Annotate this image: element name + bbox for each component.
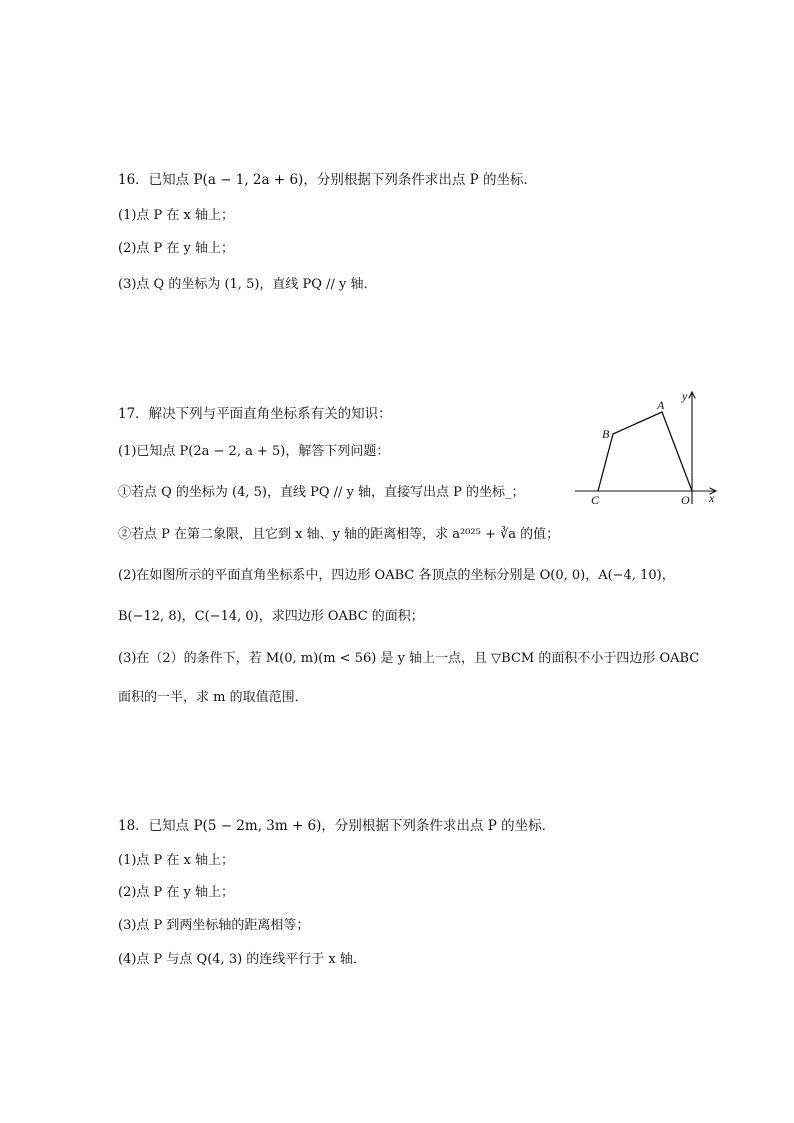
q17-part1: (1)已知点 P(2a − 2, a + 5)，解答下列问题： (118, 444, 390, 459)
q16-title: 16．已知点 P(a − 1, 2a + 6)，分别根据下列条件求出点 P 的坐标． (118, 172, 537, 188)
q17-part3-line1: (3)在（2）的条件下，若 M(0, m)(m < 56) 是 y 轴上一点，且 ▽BCM 的面积不小于四边形 OABC (118, 651, 700, 666)
quadrilateral-oabc (598, 412, 692, 491)
q17-title: 17．解决下列与平面直角坐标系有关的知识： (118, 406, 392, 422)
q17-part1-a: ①若点 Q 的坐标为 (4, 5)，直线 PQ // y 轴，直接写出点 P 的坐标_； (118, 485, 525, 500)
label-y: y (682, 389, 688, 403)
q18-title: 18．已知点 P(5 − 2m, 3m + 6)，分别根据下列条件求出点 P 的坐标． (118, 818, 556, 834)
q17-part3-line2: 面积的一半，求 m 的取值范围． (118, 690, 308, 705)
q18-item-2: (2)点 P 在 y 轴上； (118, 885, 235, 900)
q16-item-3: (3)点 Q 的坐标为 (1, 5)，直线 PQ // y 轴． (118, 277, 377, 292)
q18-item-1: (1)点 P 在 x 轴上； (118, 853, 235, 868)
q16-item-2: (2)点 P 在 y 轴上； (118, 241, 235, 256)
label-c: C (591, 493, 600, 507)
q18-item-4: (4)点 P 与点 Q(4, 3) 的连线平行于 x 轴． (118, 952, 366, 967)
label-x: x (709, 491, 715, 505)
q18-item-3: (3)点 P 到两坐标轴的距离相等； (118, 918, 310, 933)
label-a: A (657, 398, 665, 412)
q17-part2-line2: B(−12, 8)，C(−14, 0)，求四边形 OABC 的面积； (118, 609, 424, 624)
label-o: O (681, 493, 690, 507)
q17-part2-line1: (2)在如图所示的平面直角坐标系中，四边形 OABC 各顶点的坐标分别是 O(0, 0)，A(−4, 10)， (118, 568, 675, 583)
q16-item-1: (1)点 P 在 x 轴上； (118, 208, 235, 223)
q17-part1-b: ②若点 P 在第二象限，且它到 x 轴、y 轴的距离相等，求 a²⁰²⁵ + ∛a 的值； (118, 527, 560, 542)
coordinate-figure (572, 386, 722, 510)
label-b: B (602, 427, 610, 441)
